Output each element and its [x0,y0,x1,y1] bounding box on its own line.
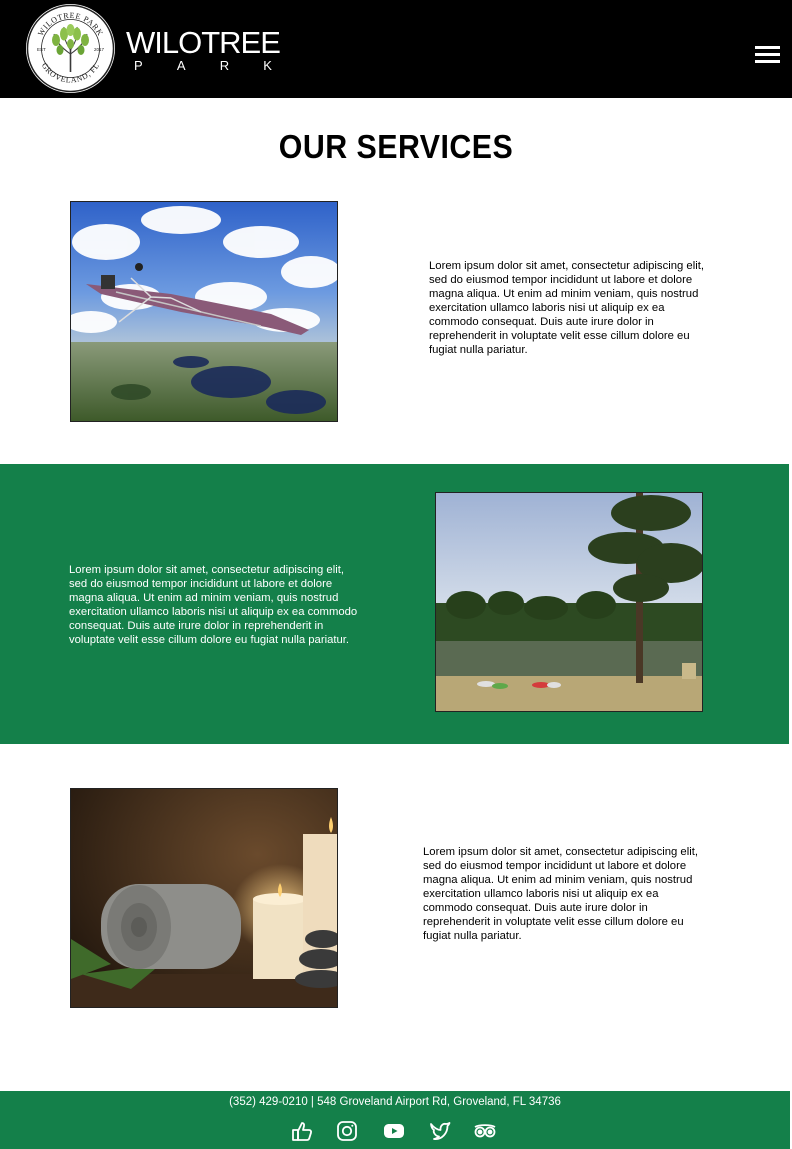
brand-sub-letter: A [176,58,186,73]
spa-towel-candles-photo [70,788,338,1008]
youtube-icon[interactable] [382,1119,406,1143]
brand-sub-letter: P [134,58,143,73]
page-title: OUR SERVICES [278,128,514,165]
ultralight-aircraft-over-lakes-photo [70,201,338,422]
logo-badge[interactable] [26,4,115,93]
logo-year: 2017 [94,47,105,52]
brand-name[interactable]: WILOTREE [126,25,280,60]
facebook-like-icon[interactable] [290,1119,314,1143]
logo-text-bottom: GROVELAND, FL [39,61,102,85]
footer-contact: (352) 429-0210 | 548 Groveland Airport Rd, Groveland, FL 34736 [229,1096,561,1108]
logo-text-top: WILOTREE PARK [36,10,105,38]
service-description: Lorem ipsum dolor sit amet, consectetur adipiscing elit, sed do eiusmod tempor incididunt ut labore et dolore magna aliqua. Ut enim ad minim veniam, quis nostrud exercitation ullamco laboris nisi ut aliquip ex ea commodo consequat. Duis aute irure dolor in reprehenderit in voluptate velit esse cillum dolore eu fugiat nulla pariatur. [423,846,699,942]
service-description: Lorem ipsum dolor sit amet, consectetur adipiscing elit, sed do eiusmod tempor incididunt ut labore et dolore magna aliqua. Ut enim ad minim veniam, quis nostrud exercitation ullamco laboris nisi ut aliquip ex ea commodo consequat. Duis aute irure dolor in reprehenderit in voluptate velit esse cillum dolore eu fugiat nulla pariatur. [69,564,358,646]
tripadvisor-icon[interactable] [473,1119,497,1143]
site-header [0,0,792,98]
brand-sub-letter: R [219,58,230,73]
brand-sub-letter: K [263,58,272,73]
brand-subtitle [134,58,272,73]
logo-est: EST [37,47,46,52]
hamburger-menu-icon[interactable] [755,44,780,64]
twitter-icon[interactable] [428,1119,452,1143]
instagram-icon[interactable] [335,1119,359,1143]
service-description: Lorem ipsum dolor sit amet, consectetur adipiscing elit, sed do eiusmod tempor incididunt ut labore et dolore magna aliqua. Ut enim ad minim veniam, quis nostrud exercitation ullamco laboris nisi ut aliquip ex ea commodo consequat. Duis aute irure dolor in reprehenderit in voluptate velit esse cillum dolore eu fugiat nulla pariatur. [429,260,705,356]
site-footer [0,1091,790,1149]
lake-with-kayaks-photo [435,492,703,712]
